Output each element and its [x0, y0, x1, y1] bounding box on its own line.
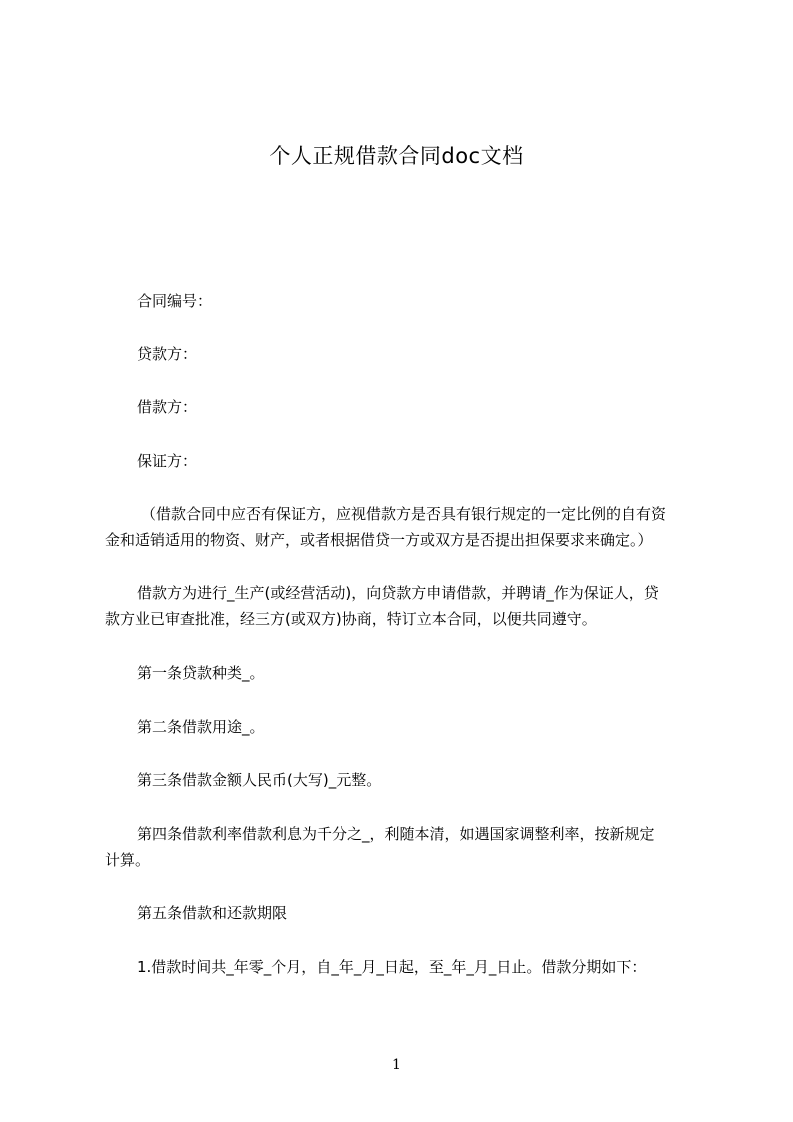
article-4 [105, 821, 703, 873]
article-3 [105, 767, 735, 793]
preamble-line-1: 借款方为进行_生产(或经营活动)，向贷款方申请借款，并聘请_作为保证人，贷 [137, 584, 659, 602]
article-4-line-1: 第四条借款利率借款利息为千分之_，利随本清，如遇国家调整利率，按新规定 [137, 825, 655, 843]
article-2-text: 第二条借款用途_。 [137, 718, 265, 736]
note-line-1: （借款合同中应否有保证方，应视借款方是否具有银行规定的一定比例的自有资 [141, 505, 667, 523]
contract-number-field [105, 288, 735, 314]
article-5-item-1-text: 1.借款时间共_年零_个月，自_年_月_日起，至_年_月_日止。借款分期如下： [137, 958, 647, 976]
article-2 [105, 714, 735, 740]
preamble-line-2: 款方业已审查批准，经三方(或双方)协商，特订立本合同，以便共同遵守。 [105, 610, 597, 628]
page-number: 1 [392, 1057, 401, 1073]
article-5-heading: 第五条借款和还款期限 [137, 904, 288, 922]
borrower-field [105, 394, 735, 420]
article-4-line-2: 计算。 [105, 851, 151, 869]
article-1-text: 第一条贷款种类_。 [137, 664, 265, 682]
guarantor-label: 保证方： [137, 452, 198, 470]
borrower-label: 借款方： [137, 398, 198, 416]
document-title: 个人正规借款合同doc文档 [269, 144, 524, 168]
preamble-paragraph [105, 580, 703, 632]
article-5-item-1 [105, 954, 735, 980]
article-1 [105, 660, 735, 686]
guarantor-field [105, 448, 735, 474]
note-line-2: 金和适销适用的物资、财产，或者根据借贷一方或双方是否提出担保要求来确定。） [105, 531, 653, 549]
lender-label: 贷款方： [137, 345, 198, 363]
article-3-text: 第三条借款金额人民币(大写)_元整。 [137, 771, 382, 789]
contract-number-label: 合同编号： [137, 292, 213, 310]
note-paragraph [105, 501, 703, 553]
article-5 [105, 900, 735, 926]
lender-field [105, 341, 735, 367]
